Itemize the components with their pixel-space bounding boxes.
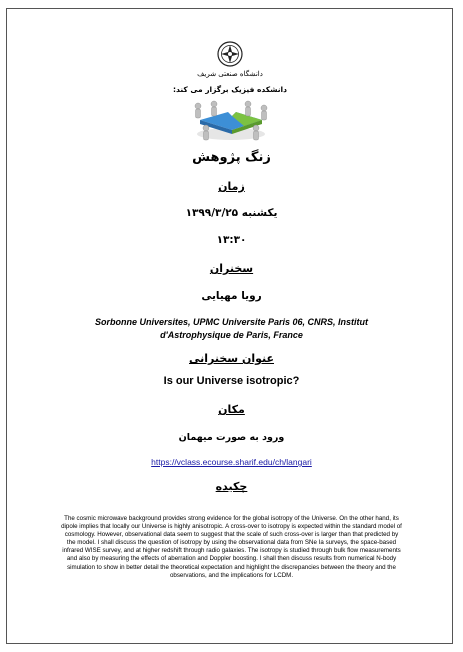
event-time: ۱۳:۳۰ (216, 234, 247, 246)
event-title: زنگ پژوهش (192, 150, 271, 165)
puzzle-team-illustration (192, 98, 270, 142)
place-heading: مکان (218, 403, 245, 416)
vclass-link[interactable]: https://vclass.ecourse.sharif.edu/ch/langari (151, 457, 312, 467)
university-logo-text: دانشگاه صنعتی شریف (197, 70, 263, 78)
speaker-name: رویا مهیایی (201, 290, 262, 302)
place-text: ورود به صورت میهمان (178, 432, 285, 443)
time-heading: زمان (218, 180, 245, 193)
affiliation-line-1: Sorbonne Universites, UPMC Universite Paris 06, CNRS, Institut (94, 317, 369, 327)
talk-title: Is our Universe isotropic? (163, 375, 300, 387)
abstract-text: The cosmic microwave background provides strong evidence for the global isotropy of the Universe. On the other hand, its dipole implies that locally our Universe is highly anisotropic. A cross-over to isotropy is expected within the standard model of cosmology. However, observational data seem to suggest that the scale of such cross-over is larger than that predicted by the model. I shall discuss the question of isotropy by using the observational data from SNe Ia surveys, the space-based infrared WISE survey, and at higher redshift through radio galaxies. The isotropy is studied through bulk flow measurements and also by measuring the effects of aberration and Doppler boosting. I shall then discuss results from numerical N-body simulation to show in better detail the theoretical expectation and highlight the discrepancies between the theory and the observations, and the implications for LCDM. (61, 515, 402, 579)
abstract-heading: چکیده (215, 480, 248, 493)
affiliation-line-2: d'Astrophysique de Paris, France (160, 330, 303, 340)
university-logo-icon (210, 40, 250, 70)
speakers-heading: سخنران (209, 262, 254, 275)
talk-title-heading: عنوان سخنرانی (189, 352, 274, 365)
event-date: یکشنبه ۱۳۹۹/۳/۲۵ (185, 207, 278, 219)
host-line: دانشکده فیزیک برگزار می کند: (173, 85, 287, 94)
